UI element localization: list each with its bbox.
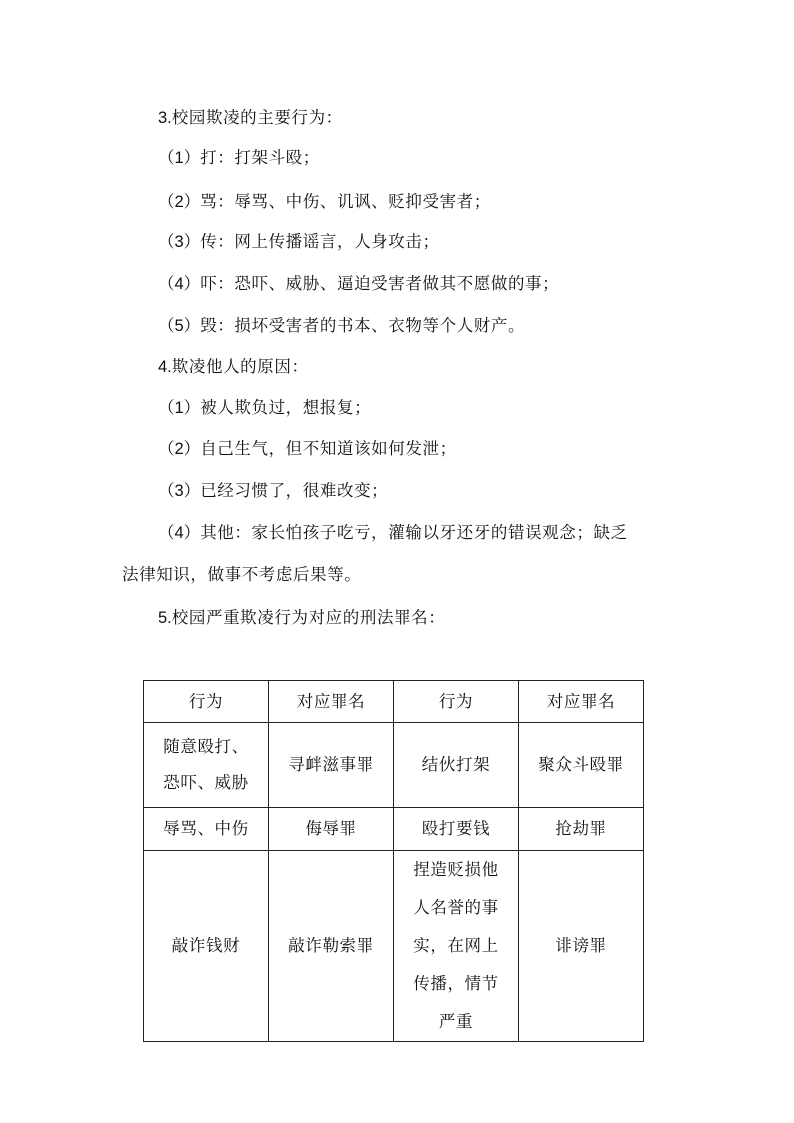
- table-header-row: [144, 681, 644, 723]
- table-cell: 诽谤罪: [519, 851, 644, 1042]
- section-3-item: [158, 316, 525, 336]
- table-cell: 辱骂、中伤: [144, 808, 269, 851]
- section-4-item: [158, 481, 388, 501]
- section-5-heading: [158, 608, 445, 628]
- section-5-number: 5.: [158, 609, 172, 627]
- section-3-item: [158, 232, 440, 252]
- table-cell: 敲诈钱财: [144, 851, 269, 1042]
- item-text: 骂：辱骂、中伤、讥讽、贬抑受害者；: [200, 192, 491, 211]
- item-number: （1）: [158, 149, 201, 167]
- item-number: （2）: [158, 440, 201, 458]
- table-cell: 聚众斗殴罪: [519, 723, 644, 808]
- item-text: 传：网上传播谣言，人身攻击；: [200, 232, 440, 251]
- table-cell: 随意殴打、恐吓、威胁: [144, 723, 269, 808]
- table-header-cell: 行为: [144, 681, 269, 723]
- item-number: （2）: [158, 193, 201, 211]
- item-number: （4）: [158, 275, 201, 293]
- section-4-item: [158, 439, 457, 459]
- item-number: （3）: [158, 233, 201, 251]
- section-3-item: [158, 274, 559, 294]
- item-number: （3）: [158, 482, 201, 500]
- table-cell: 抢劫罪: [519, 808, 644, 851]
- crime-table: [143, 680, 644, 1042]
- section-5-title: 校园严重欺凌行为对应的刑法罪名：: [171, 608, 446, 627]
- section-3-number: 3.: [158, 109, 172, 127]
- section-3-title: 校园欺凌的主要行为：: [171, 108, 343, 127]
- table-cell: 捏造贬损他人名誉的事实，在网上传播，情节严重: [394, 851, 519, 1042]
- table-row: [144, 808, 644, 851]
- table-header-cell: 行为: [394, 681, 519, 723]
- section-4-continuation: 法律知识，做事不考虑后果等。: [122, 565, 362, 584]
- item-text: 自己生气，但不知道该如何发泄；: [200, 439, 457, 458]
- table-cell: 结伙打架: [394, 723, 519, 808]
- table-row: [144, 723, 644, 808]
- table-cell: 敲诈勒索罪: [269, 851, 394, 1042]
- section-3-heading: [158, 108, 343, 128]
- table-cell: 寻衅滋事罪: [269, 723, 394, 808]
- section-4-item: [158, 523, 628, 543]
- section-4-heading: [158, 357, 309, 377]
- section-4-title: 欺凌他人的原因：: [171, 357, 309, 376]
- table-header-cell: 对应罪名: [269, 681, 394, 723]
- item-text: 毁：损坏受害者的书本、衣物等个人财产。: [200, 316, 526, 335]
- item-text: 其他：家长怕孩子吃亏，灌输以牙还牙的错误观念；缺乏: [200, 523, 628, 542]
- item-text: 被人欺负过，想报复；: [200, 398, 372, 417]
- item-number: （4）: [158, 524, 201, 542]
- section-3-item: [158, 192, 491, 212]
- section-3-item: [158, 148, 320, 168]
- item-number: （1）: [158, 399, 201, 417]
- section-4-item: [158, 398, 371, 418]
- table-header-cell: 对应罪名: [519, 681, 644, 723]
- item-text: 已经习惯了，很难改变；: [200, 481, 389, 500]
- table-row: [144, 851, 644, 1042]
- item-text: 打：打架斗殴；: [200, 148, 320, 167]
- table-cell: 殴打要钱: [394, 808, 519, 851]
- table-cell: 侮辱罪: [269, 808, 394, 851]
- item-text: 吓：恐吓、威胁、逼迫受害者做其不愿做的事；: [200, 274, 560, 293]
- section-4-number: 4.: [158, 358, 172, 376]
- item-number: （5）: [158, 317, 201, 335]
